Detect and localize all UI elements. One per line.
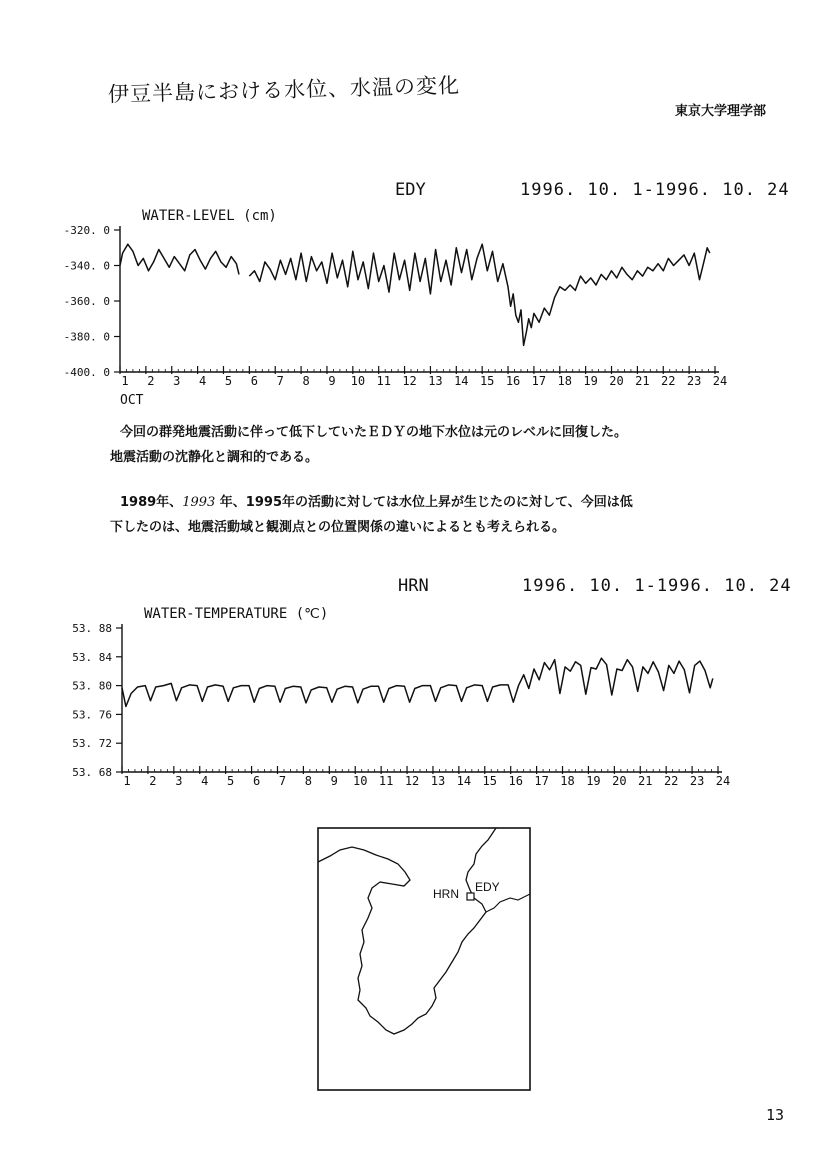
y-tick-label: 53. 68 xyxy=(72,766,112,779)
map-label-edy: EDY xyxy=(475,880,500,894)
water-temperature-chart xyxy=(72,606,730,788)
y-tick-label: -380. 0 xyxy=(63,330,110,344)
handwritten-year: 1993 xyxy=(182,495,216,510)
x-axis-label: OCT xyxy=(120,393,144,408)
x-tick-label: 19 xyxy=(586,774,601,788)
x-tick-label: 4 xyxy=(198,374,207,388)
y-tick-label: -400. 0 xyxy=(63,366,110,379)
x-tick-label: 7 xyxy=(276,374,284,388)
map-label-hrn: HRN xyxy=(433,887,459,901)
paragraph-2-line-2: 下したのは、地震活動域と観測点との位置関係の違いによるとも考えられる。 xyxy=(110,520,566,535)
y-tick-label: 53. 84 xyxy=(72,650,112,664)
page-number: 13 xyxy=(765,1106,784,1124)
x-tick-label: 22 xyxy=(661,374,676,388)
x-tick-label: 16 xyxy=(505,374,521,388)
x-tick-label: 6 xyxy=(252,774,261,788)
chart1-period: 1996. 10. 1-1996. 10. 24 xyxy=(520,180,790,200)
x-tick-label: 24 xyxy=(715,774,731,788)
x-tick-label: 11 xyxy=(376,374,391,388)
paragraph-2-prefix: 1989年、 xyxy=(120,495,183,510)
paragraph-1-line-2: 地震活動の沈静化と調和的である。 xyxy=(110,450,319,465)
x-tick-label: 3 xyxy=(175,774,183,788)
x-tick-label: 13 xyxy=(428,374,443,388)
x-tick-label: 23 xyxy=(686,374,702,388)
x-tick-label: 7 xyxy=(278,774,287,788)
x-tick-label: 16 xyxy=(508,774,523,788)
x-tick-label: 1 xyxy=(123,774,131,788)
x-tick-label: 13 xyxy=(430,774,446,788)
station-marker xyxy=(467,893,474,900)
series-line-0-0 xyxy=(120,244,239,274)
x-tick-label: 18 xyxy=(560,774,575,788)
affiliation: 東京大学理学部 xyxy=(674,104,766,119)
y-tick-label: 53. 76 xyxy=(72,708,112,722)
x-tick-label: 5 xyxy=(224,374,233,388)
x-tick-label: 20 xyxy=(609,374,624,388)
paragraph-2-suffix: 年、1995年の活動に対しては水位上昇が生じたのに対して、今回は低 xyxy=(215,495,633,510)
x-tick-label: 2 xyxy=(147,374,155,388)
x-tick-label: 12 xyxy=(404,774,420,788)
x-tick-label: 5 xyxy=(227,774,235,788)
chart2-period: 1996. 10. 1-1996. 10. 24 xyxy=(522,576,792,596)
series-line-0-0 xyxy=(122,658,713,706)
x-tick-label: 19 xyxy=(583,374,598,388)
chart2-station: HRN xyxy=(398,576,429,596)
paragraph-1-line-1: 今回の群発地震活動に伴って低下していたＥＤＹの地下水位は元のレベルに回復した。 xyxy=(120,425,628,440)
y-tick-label: 53. 88 xyxy=(72,622,112,635)
y-tick-label: -340. 0 xyxy=(63,259,110,273)
x-tick-label: 21 xyxy=(635,374,650,388)
x-tick-label: 10 xyxy=(352,774,368,788)
y-tick-label: -360. 0 xyxy=(63,295,110,308)
x-tick-label: 18 xyxy=(557,374,573,388)
x-tick-label: 14 xyxy=(454,374,469,388)
map-frame xyxy=(318,828,530,1090)
chart-title: WATER-LEVEL (cm) xyxy=(142,208,277,224)
x-tick-label: 17 xyxy=(531,374,547,388)
x-tick-label: 15 xyxy=(479,374,495,388)
x-tick-label: 9 xyxy=(328,374,336,388)
x-tick-label: 21 xyxy=(638,774,653,788)
x-tick-label: 9 xyxy=(330,774,338,788)
chart1-station: EDY xyxy=(395,180,426,200)
x-tick-label: 3 xyxy=(173,374,181,388)
mainland-coast xyxy=(486,894,530,912)
x-tick-label: 22 xyxy=(663,774,679,788)
chart-title: WATER-TEMPERATURE (℃) xyxy=(144,606,329,622)
x-tick-label: 15 xyxy=(482,774,498,788)
x-tick-label: 8 xyxy=(304,774,313,788)
series-line-0-1 xyxy=(249,244,710,345)
x-tick-label: 20 xyxy=(612,774,627,788)
x-tick-label: 8 xyxy=(302,374,310,388)
x-tick-label: 23 xyxy=(689,774,705,788)
x-tick-label: 17 xyxy=(534,774,549,788)
x-tick-label: 11 xyxy=(378,774,394,788)
location-map xyxy=(318,828,530,1090)
y-tick-label: 53. 72 xyxy=(72,737,112,751)
x-tick-label: 24 xyxy=(712,374,728,388)
x-tick-label: 14 xyxy=(456,774,472,788)
water-level-chart xyxy=(64,208,728,408)
x-tick-label: 6 xyxy=(250,374,258,388)
x-tick-label: 10 xyxy=(350,374,366,388)
x-tick-label: 4 xyxy=(201,774,209,788)
y-tick-label: 53. 80 xyxy=(72,679,112,693)
y-tick-label: -320. 0 xyxy=(63,224,110,237)
handwritten-title: 伊豆半島における水位、水温の変化 xyxy=(107,73,461,107)
x-tick-label: 2 xyxy=(149,774,157,788)
x-tick-label: 1 xyxy=(121,374,129,388)
peninsula-coastline xyxy=(318,828,496,1034)
x-tick-label: 12 xyxy=(402,374,417,388)
